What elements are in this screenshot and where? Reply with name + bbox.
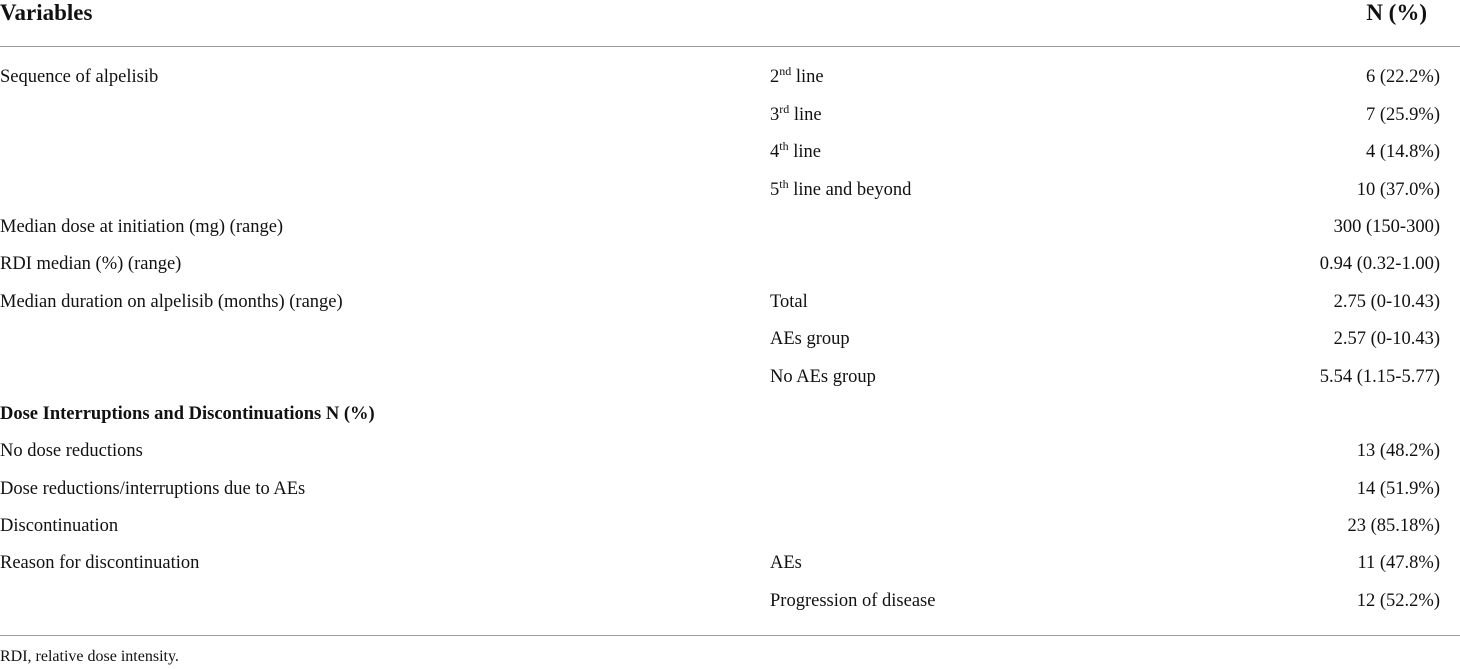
table-row bbox=[0, 284, 1460, 320]
table-row bbox=[0, 508, 1460, 544]
row-subcategory: AEs group bbox=[770, 329, 850, 349]
table-row bbox=[0, 209, 1460, 245]
table-row bbox=[0, 433, 1460, 469]
row-label: Discontinuation bbox=[0, 516, 119, 536]
row-value: 12 (52.2%) bbox=[1356, 591, 1440, 611]
table-row bbox=[0, 471, 1460, 507]
table-header bbox=[0, 0, 1460, 46]
row-value: 23 (85.18%) bbox=[1347, 516, 1440, 536]
row-label: No dose reductions bbox=[0, 441, 143, 461]
table-row bbox=[0, 172, 1460, 208]
row-value: 13 (48.2%) bbox=[1356, 441, 1440, 461]
table-row bbox=[0, 246, 1460, 282]
row-subcategory: 5th line and beyond bbox=[770, 177, 912, 200]
row-subcategory: Total bbox=[770, 292, 808, 312]
row-subcategory: Progression of disease bbox=[770, 591, 936, 611]
row-value: 14 (51.9%) bbox=[1356, 479, 1440, 499]
row-value: 0.94 (0.32-1.00) bbox=[1319, 254, 1440, 274]
row-value: 6 (22.2%) bbox=[1366, 67, 1440, 87]
row-subcategory: AEs bbox=[770, 553, 802, 573]
row-value: 4 (14.8%) bbox=[1366, 142, 1440, 162]
table-row bbox=[0, 583, 1460, 619]
row-label: Median dose at initiation (mg) (range) bbox=[0, 217, 284, 237]
column-header-n-percent: N (%) bbox=[1366, 0, 1427, 25]
table-row bbox=[0, 134, 1460, 170]
row-value: 7 (25.9%) bbox=[1366, 105, 1440, 125]
row-label: Dose reductions/interruptions due to AEs bbox=[0, 479, 306, 499]
row-value: 2.57 (0-10.43) bbox=[1333, 329, 1440, 349]
row-subcategory: 2nd line bbox=[770, 64, 824, 87]
row-value: 2.75 (0-10.43) bbox=[1333, 292, 1440, 312]
row-subcategory: 4th line bbox=[770, 139, 821, 162]
header-divider bbox=[0, 46, 1460, 47]
table-row bbox=[0, 359, 1460, 395]
table-row bbox=[0, 59, 1460, 95]
table-row bbox=[0, 97, 1460, 133]
row-value: 5.54 (1.15-5.77) bbox=[1319, 367, 1440, 387]
table-row bbox=[0, 545, 1460, 581]
table-bottom-divider bbox=[0, 635, 1460, 636]
row-label: Sequence of alpelisib bbox=[0, 67, 159, 87]
column-header-variables: Variables bbox=[0, 0, 93, 25]
row-label: Reason for discontinuation bbox=[0, 553, 200, 573]
row-value: 300 (150-300) bbox=[1333, 217, 1440, 237]
table-footnote: RDI, relative dose intensity. bbox=[0, 648, 179, 665]
row-value: 11 (47.8%) bbox=[1357, 553, 1440, 573]
row-subcategory: No AEs group bbox=[770, 367, 876, 387]
row-value: 10 (37.0%) bbox=[1356, 180, 1440, 200]
row-label: Median duration on alpelisib (months) (range) bbox=[0, 292, 343, 312]
section-heading: Dose Interruptions and Discontinuations N (%) bbox=[0, 404, 375, 424]
row-subcategory: 3rd line bbox=[770, 102, 822, 125]
row-label: RDI median (%) (range) bbox=[0, 254, 182, 274]
table-row bbox=[0, 396, 1460, 432]
table-row bbox=[0, 321, 1460, 357]
